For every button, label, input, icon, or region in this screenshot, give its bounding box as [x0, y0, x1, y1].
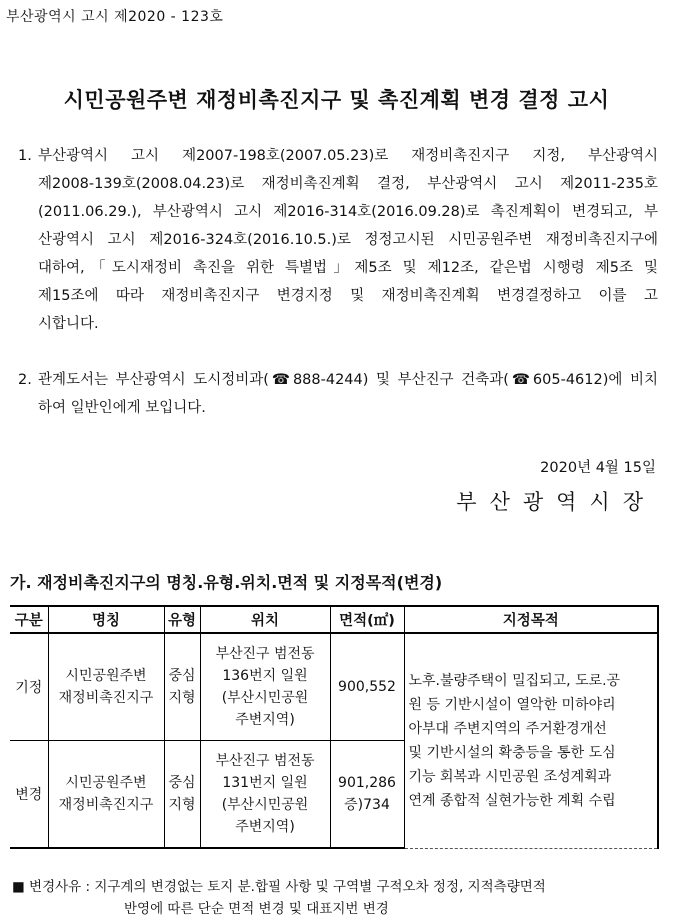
cell-name — [48, 633, 164, 741]
cell-type — [164, 633, 200, 741]
cell-area — [330, 741, 404, 849]
cell-line: 부산진구 범전동 — [215, 753, 315, 769]
issue-date: 2020년 4월 15일 — [540, 460, 656, 476]
cell-line: 증)734 — [344, 797, 390, 813]
purpose-line: 기능 회복과 시민공원 조성계획과 — [408, 768, 612, 785]
header-area: 면적(㎡) — [330, 606, 404, 633]
cell-line: 재정비촉진지구 — [58, 797, 154, 813]
table-row — [10, 633, 658, 741]
item-1-number: 1. — [18, 148, 32, 164]
change-note-line: 반영에 따른 단순 면적 변경 및 대표지번 변경 — [124, 901, 389, 917]
cell-line: 주변지역) — [235, 819, 295, 835]
cell-location — [200, 633, 330, 741]
cell-line: 901,286 — [338, 775, 396, 791]
cell-line: (부산시민공원 — [221, 690, 309, 706]
cell-division: 기정 — [10, 633, 48, 741]
item-1-line: 산광역시 고시 제2016-324호(2016.10.5.)로 정정고시된 시민공원주변 재정비촉진지구에 — [38, 232, 658, 248]
item-1 — [18, 142, 658, 338]
cell-line: 900,552 — [338, 679, 396, 695]
change-note-line: ■ 변경사유 : 지구계의 변경없는 토지 분.합필 사항 및 구역별 구적오차 정정, 지적측량면적 — [12, 879, 546, 895]
doc-number: 부산광역시 고시 제2020 - 123호 — [6, 9, 224, 25]
purpose-line: 노후.불량주택이 밀집되고, 도로.공 — [408, 672, 621, 689]
cell-line: 주변지역) — [235, 712, 295, 728]
cell-line: (부산시민공원 — [221, 797, 309, 813]
cell-line: 지형 — [168, 797, 196, 813]
cell-line: 중심 — [168, 775, 196, 791]
item-2-line: 관계도서는 부산광역시 도시정비과(☎888-4244) 및 부산진구 건축과(☎605-4612)에 비치 — [38, 372, 658, 388]
cell-line: 부산진구 범전동 — [215, 646, 315, 662]
cell-location — [200, 741, 330, 849]
purpose-line: 및 기반시설의 확충등을 통한 도심 — [408, 744, 616, 761]
header-location: 위치 — [200, 606, 330, 633]
header-type: 유형 — [164, 606, 200, 633]
designation-table — [10, 605, 659, 849]
cell-line: 136번지 일원 — [222, 668, 308, 684]
item-1-line: 부산광역시 고시 제2007-198호(2007.05.23)로 재정비촉진지구 지정, 부산광역시 — [38, 148, 658, 164]
item-2-number: 2. — [18, 372, 32, 388]
cell-type — [164, 741, 200, 849]
item-2-line: 하여 일반인에게 보입니다. — [38, 400, 206, 416]
cell-line: 중심 — [168, 668, 196, 684]
purpose-line: 원 등 기반시설이 열악한 미하야리 — [408, 696, 616, 713]
item-1-line: 제2008-139호(2008.04.23)로 재정비촉진계획 결정, 부산광역시 고시 제2011-235호 — [38, 176, 658, 192]
item-1-line: 제15조에 따라 재정비촉진지구 변경지정 및 재정비촉진계획 변경결정하고 이를 고 — [38, 288, 658, 304]
change-note — [12, 876, 546, 920]
purpose-line: 아부대 주변지역의 주거환경개선 — [408, 720, 607, 737]
cell-purpose — [404, 633, 658, 848]
item-2 — [18, 366, 658, 422]
page-title: 시민공원주변 재정비촉진지구 및 촉진계획 변경 결정 고시 — [63, 88, 610, 112]
header-purpose: 지정목적 — [404, 606, 658, 633]
header-division: 구분 — [10, 606, 48, 633]
signer: 부산광역시장 — [456, 490, 656, 514]
cell-line: 지형 — [168, 690, 196, 706]
cell-line: 시민공원주변 — [65, 775, 147, 791]
item-1-line: (2011.06.29.), 부산광역시 고시 제2016-314호(2016.09.28)로 촉진계획이 변경되고, 부 — [38, 204, 658, 220]
cell-division: 변경 — [10, 741, 48, 849]
cell-line: 131번지 일원 — [222, 775, 308, 791]
cell-line: 시민공원주변 — [65, 668, 147, 684]
cell-name — [48, 741, 164, 849]
purpose-line: 연계 종합적 실현가능한 계획 수립 — [408, 792, 616, 809]
item-1-line: 대하여,「도시재정비 촉진을 위한 특별법」제5조 및 제12조, 같은법 시행령 제5조 및 — [38, 260, 658, 276]
cell-line: 재정비촉진지구 — [58, 690, 154, 706]
cell-area — [330, 633, 404, 741]
section-heading: 가. 재정비촉진지구의 명칭.유형.위치.면적 및 지정목적(변경) — [10, 573, 443, 592]
table-header-row — [10, 606, 658, 633]
item-1-line: 시합니다. — [38, 316, 99, 332]
header-name: 명칭 — [48, 606, 164, 633]
